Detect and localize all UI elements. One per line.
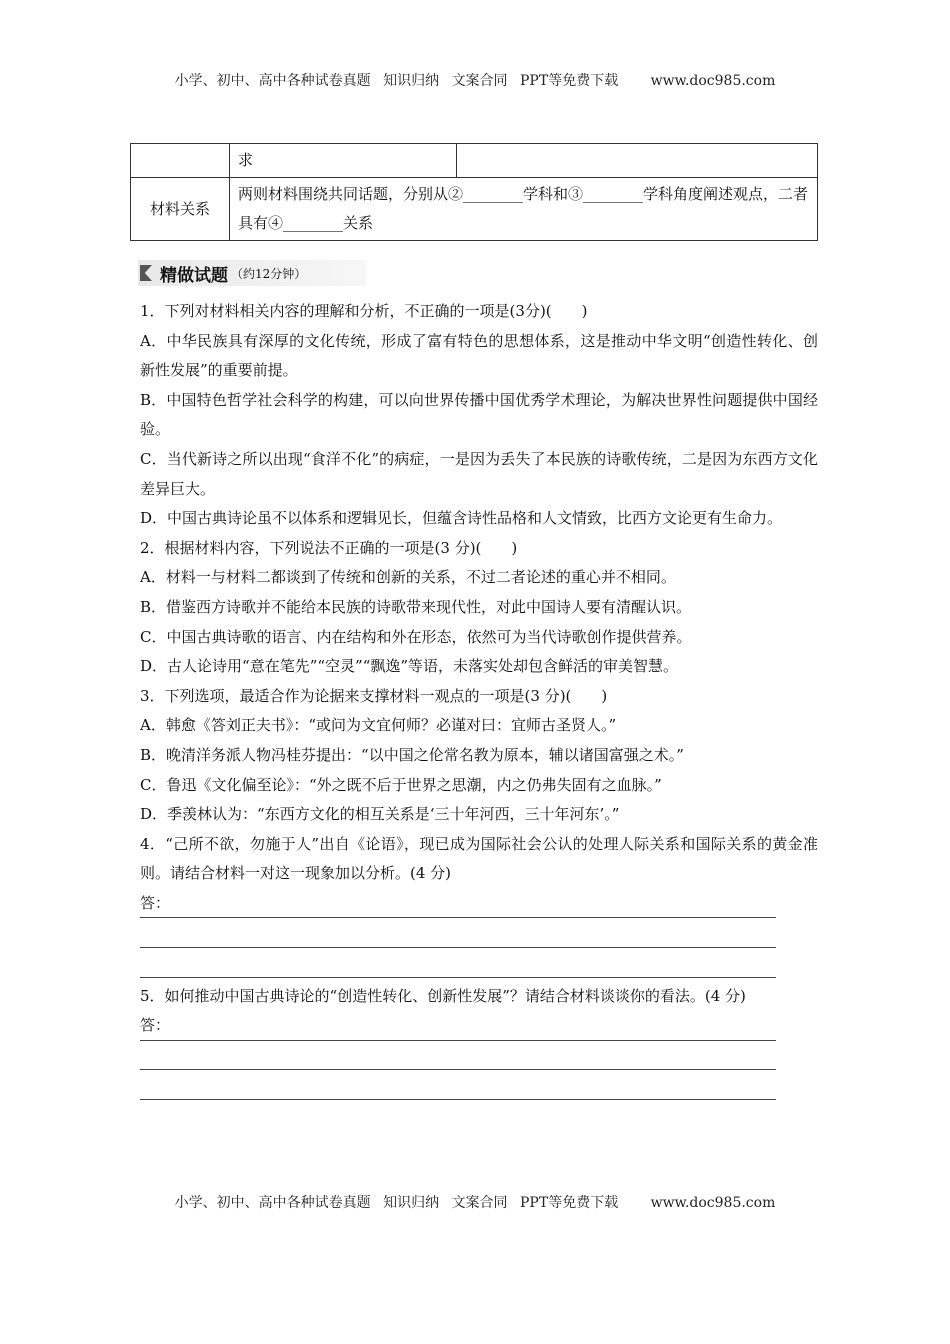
- header-text: 小学、初中、高中各种试卷真题: [174, 73, 371, 89]
- option: C．鲁迅《文化偏至论》：“外之既不后于世界之思潮，内之仍弗失固有之血脉。”: [140, 775, 662, 794]
- option: C．当代新诗之所以出现“食洋不化”的病症，一是因为丢失了本民族的诗歌传统，二是因为东西方文化差异巨大。: [140, 449, 818, 498]
- question-stem: 1．下列对材料相关内容的理解和分析，不正确的一项是(3分)( ): [140, 302, 588, 320]
- footer-text: 小学、初中、高中各种试卷真题: [174, 1195, 371, 1211]
- answer-field[interactable]: [140, 889, 776, 919]
- table-cell: 两则材料围绕共同话题，分别从②________学科和③________学科角度阐述观点，二者具有④________关系: [230, 178, 818, 241]
- answer-line[interactable]: [140, 948, 776, 978]
- table-cell: 求: [230, 144, 457, 178]
- section-title: 精做试题: [160, 265, 228, 286]
- section-time: （约12分钟）: [231, 266, 307, 281]
- option: A．材料一与材料二都谈到了传统和创新的关系，不过二者论述的重心并不相同。: [140, 568, 676, 587]
- option: C．中国古典诗歌的语言、内在结构和外在形态，依然可为当代诗歌创作提供营养。: [140, 627, 692, 646]
- table-cell: [457, 144, 818, 178]
- page-footer: [0, 1192, 950, 1212]
- answer-label: 答：: [140, 893, 171, 912]
- table-cell: [131, 144, 230, 178]
- material-table: [130, 143, 818, 241]
- answer-field[interactable]: [140, 1011, 776, 1041]
- question-stem: 5．如何推动中国古典诗论的“创造性转化、创新性发展”？请结合材料谈谈你的看法。(4 分): [140, 986, 746, 1005]
- page-header: [0, 70, 950, 90]
- header-text: 文案合同: [451, 73, 508, 89]
- option: A．中华民族具有深厚的文化传统，形成了富有特色的思想体系，这是推动中华文明“创造性转化、创新性发展”的重要前提。: [140, 331, 818, 380]
- answer-line[interactable]: [140, 1070, 776, 1100]
- header-text: 知识归纳: [383, 73, 440, 89]
- footer-link[interactable]: www.doc985.com: [650, 1195, 776, 1211]
- table-row: [131, 144, 818, 178]
- option: B．中国特色哲学社会科学的构建，可以向世界传播中国优秀学术理论，为解决世界性问题提供中国经验。: [140, 390, 818, 439]
- section-heading: [138, 260, 366, 286]
- footer-text: 知识归纳: [383, 1195, 440, 1211]
- footer-text: PPT等免费下载: [520, 1195, 619, 1211]
- answer-label: 答：: [140, 1016, 171, 1035]
- option: B．借鉴西方诗歌并不能给本民族的诗歌带来现代性，对此中国诗人要有清醒认识。: [140, 597, 692, 616]
- answer-line[interactable]: [140, 918, 776, 948]
- question-stem: 4．“己所不欲，勿施于人”出自《论语》，现已成为国际社会公认的处理人际关系和国际关系的黄金准则。请结合材料一对这一现象加以分析。(4 分): [140, 834, 818, 883]
- option: D．中国古典诗论虽不以体系和逻辑见长，但蕴含诗性品格和人文情致，比西方文论更有生命力。: [140, 509, 783, 528]
- footer-text: 文案合同: [451, 1195, 508, 1211]
- option: B．晚清洋务派人物冯桂芬提出：“以中国之伦常名教为原本，辅以诸国富强之术。”: [140, 745, 684, 764]
- table-row: [131, 178, 818, 241]
- table-label: 材料关系: [131, 178, 230, 241]
- bookmark-icon: [140, 265, 152, 281]
- answer-line[interactable]: [140, 1041, 776, 1071]
- header-text: PPT等免费下载: [520, 73, 619, 89]
- question-stem: 2．根据材料内容，下列说法不正确的一项是(3 分)( ): [140, 538, 518, 557]
- option: D．季羡林认为：“东西方文化的相互关系是‘三十年河西，三十年河东’。”: [140, 805, 620, 824]
- questions: [140, 297, 818, 1100]
- option: D．古人论诗用“意在笔先”“空灵”“飘逸”等语，未落实处却包含鲜活的审美智慧。: [140, 657, 679, 676]
- question-stem: 3．下列选项，最适合作为论据来支撑材料一观点的一项是(3 分)( ): [140, 686, 608, 705]
- option: A．韩愈《答刘正夫书》：“或问为文宜何师？必谨对曰：宜师古圣贤人。”: [140, 716, 617, 735]
- header-link[interactable]: www.doc985.com: [650, 73, 776, 89]
